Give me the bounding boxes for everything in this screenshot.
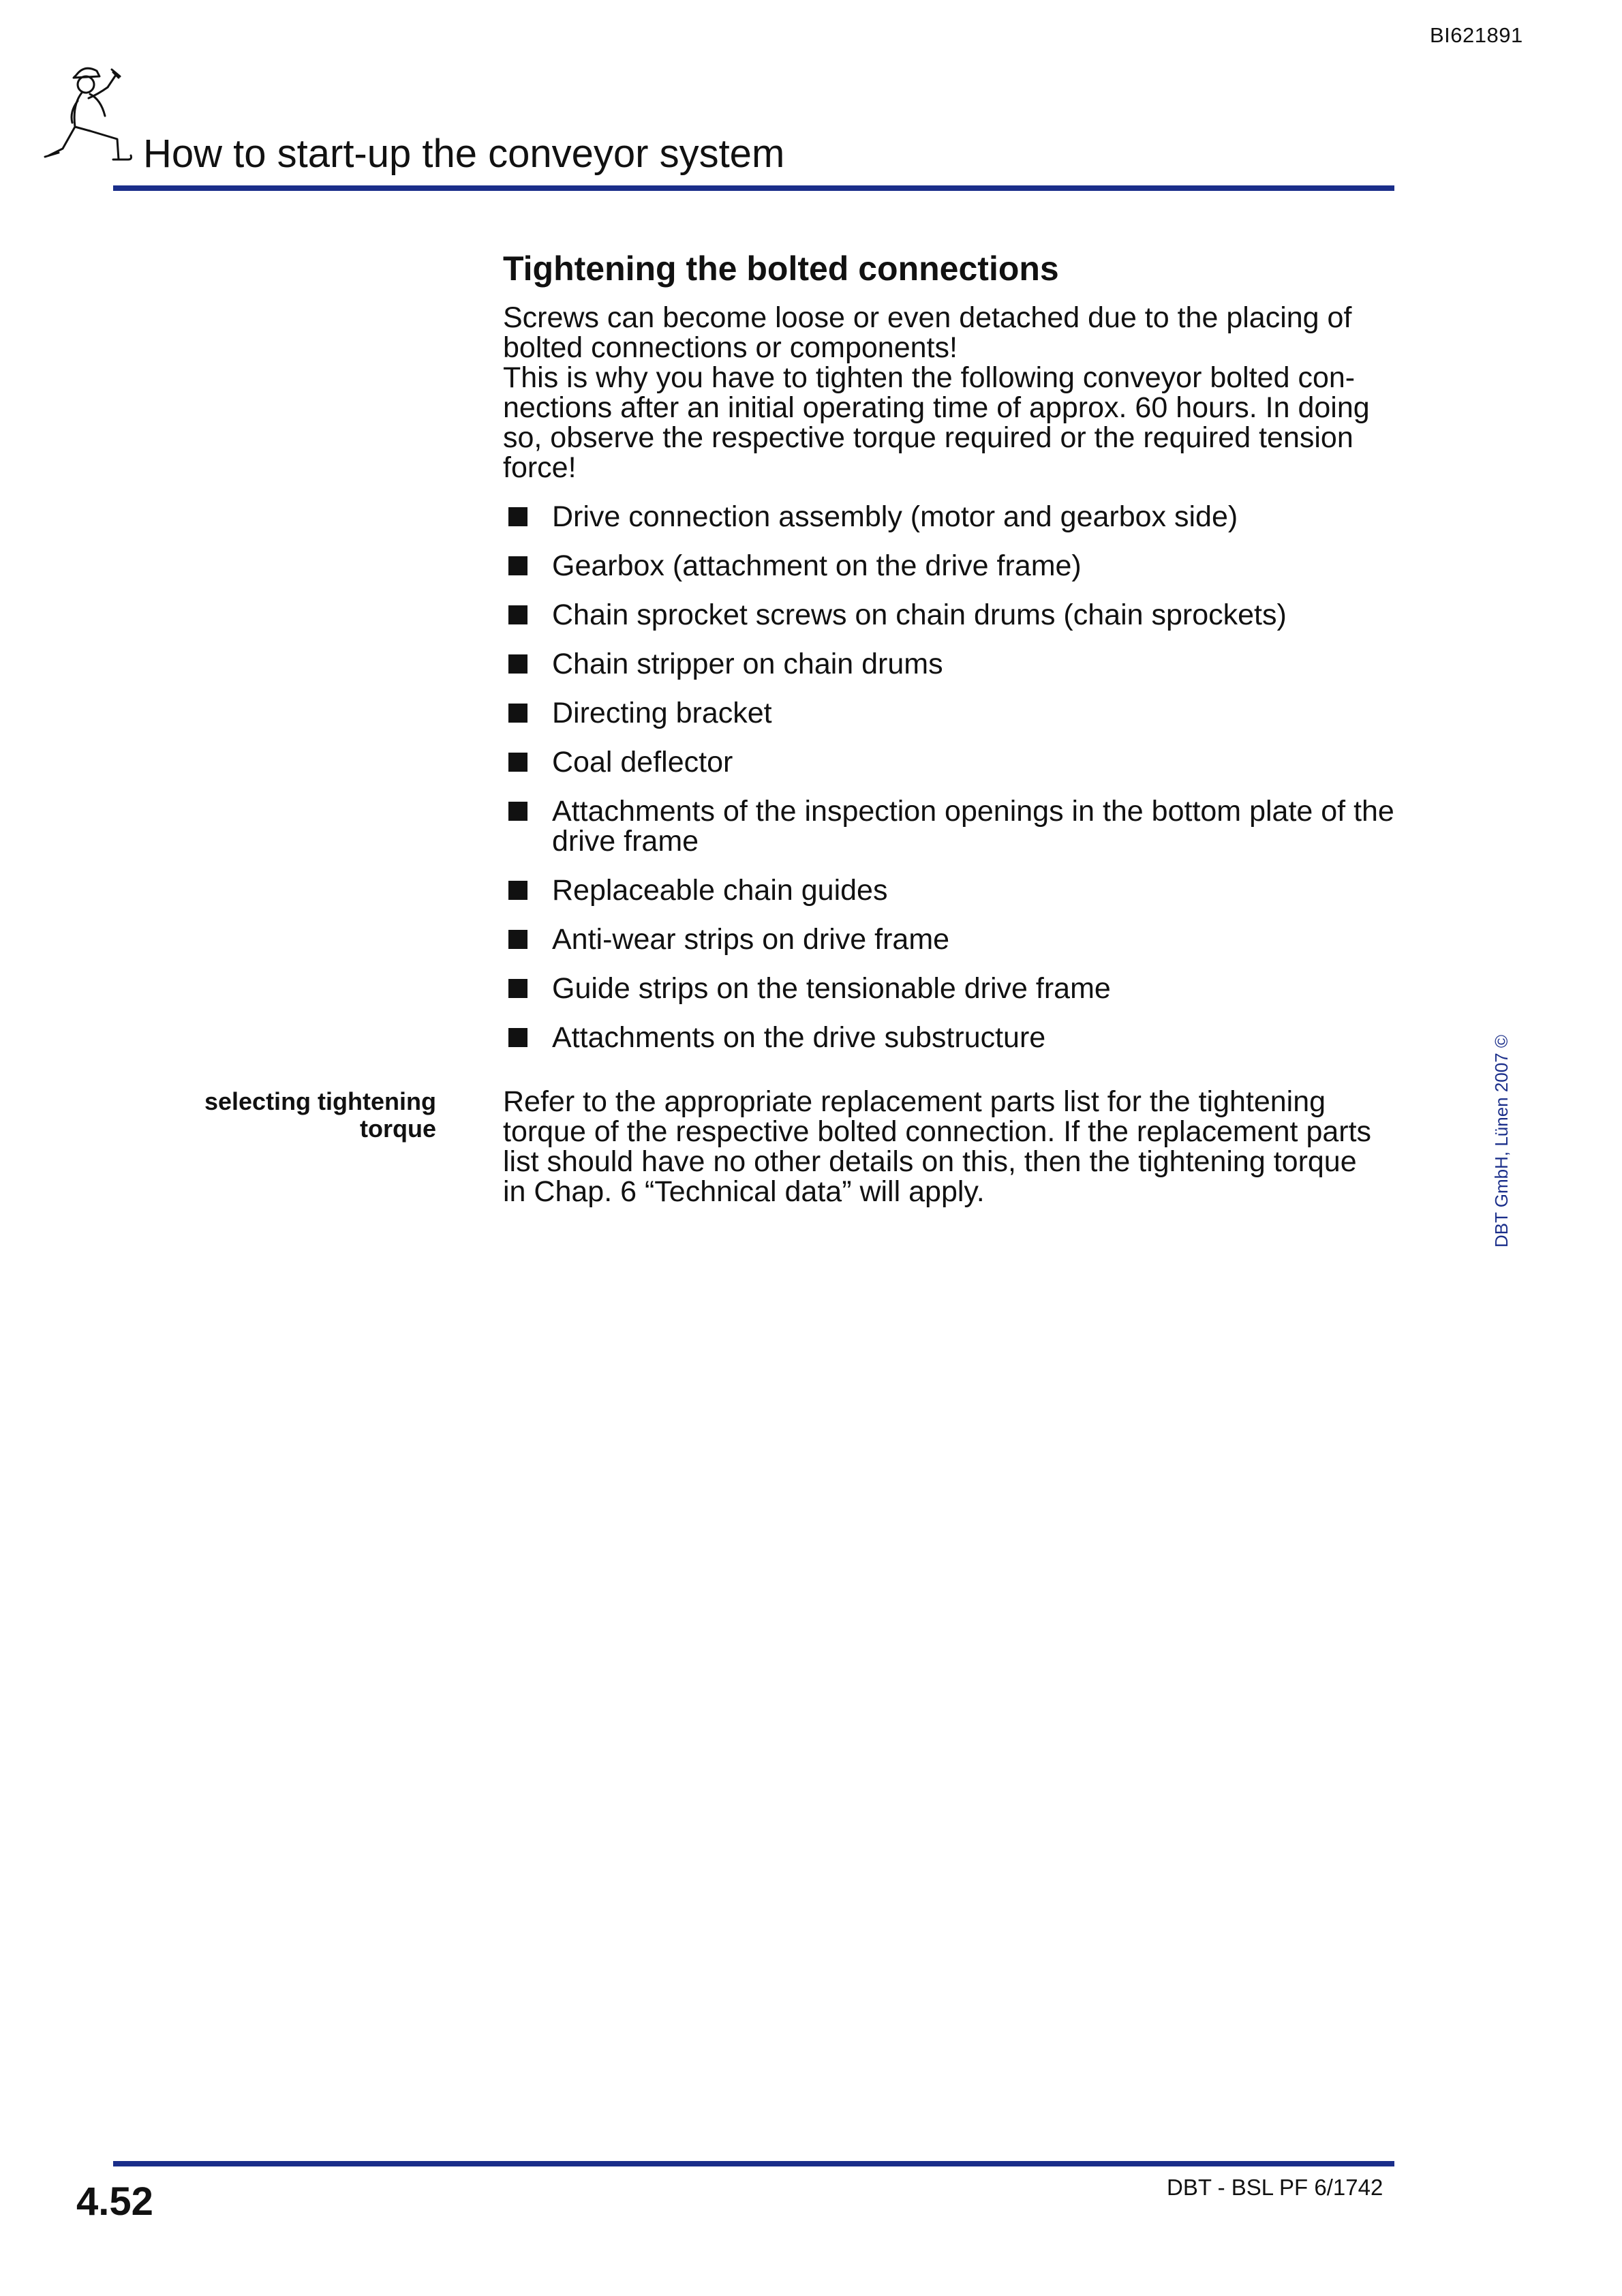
intro-line: so, observe the respective torque required or the required tension (503, 421, 1353, 454)
square-bullet-icon (508, 881, 527, 900)
intro-line: bolted connections or components! (503, 331, 958, 364)
list-item-text: Attachments of the inspection openings in the bottom plate of the drive frame (552, 795, 1394, 858)
document-reference: DBT - BSL PF 6/1742 (1167, 2175, 1383, 2200)
list-item-text: Directing bracket (552, 697, 772, 729)
square-bullet-icon (508, 979, 527, 998)
intro-line: force! (503, 451, 577, 484)
list-item (503, 747, 1403, 777)
list-item (503, 973, 1403, 1003)
worker-with-wrench-icon (42, 60, 138, 175)
main-content (503, 250, 1403, 1072)
footer-rule (113, 2161, 1394, 2166)
list-item (503, 649, 1403, 679)
header-rule (113, 185, 1394, 191)
margin-label-line: torque (360, 1115, 436, 1143)
list-item-text: Guide strips on the tensionable drive frame (552, 972, 1111, 1005)
torque-line: Refer to the appropriate replacement parts list for the tightening (503, 1085, 1326, 1118)
square-bullet-icon (508, 1028, 527, 1047)
square-bullet-icon (508, 654, 527, 674)
bolted-connections-list (503, 502, 1403, 1053)
list-item (503, 502, 1403, 532)
torque-paragraph (503, 1087, 1403, 1207)
list-item (503, 796, 1403, 856)
list-item (503, 600, 1403, 630)
square-bullet-icon (508, 930, 527, 949)
margin-label-line: selecting tightening (204, 1087, 436, 1115)
page-number: 4.52 (76, 2179, 153, 2224)
chapter-title: How to start-up the conveyor system (143, 132, 785, 176)
square-bullet-icon (508, 556, 527, 575)
intro-line: nections after an initial operating time of approx. 60 hours. In doing (503, 391, 1370, 424)
torque-line: torque of the respective bolted connection. If the replacement parts (503, 1115, 1372, 1148)
list-item (503, 1023, 1403, 1053)
square-bullet-icon (508, 802, 527, 821)
intro-paragraph (503, 303, 1403, 483)
list-item-text: Coal deflector (552, 746, 733, 779)
list-item-text: Attachments on the drive substructure (552, 1021, 1046, 1054)
list-item (503, 551, 1403, 581)
list-item-text: Chain stripper on chain drums (552, 648, 943, 680)
torque-line: in Chap. 6 “Technical data” will apply. (503, 1175, 985, 1208)
list-item-text: Drive connection assembly (motor and gearbox side) (552, 500, 1238, 533)
square-bullet-icon (508, 753, 527, 772)
list-item (503, 924, 1403, 954)
square-bullet-icon (508, 507, 527, 526)
square-bullet-icon (508, 704, 527, 723)
list-item-text: Replaceable chain guides (552, 874, 888, 907)
intro-line: This is why you have to tighten the following conveyor bolted con- (503, 361, 1356, 394)
list-item (503, 875, 1403, 905)
copyright-notice: DBT GmbH, Lünen 2007 © (1491, 1034, 1512, 1248)
list-item-text: Anti-wear strips on drive frame (552, 923, 950, 956)
list-item-text: Gearbox (attachment on the drive frame) (552, 549, 1082, 582)
margin-label-selecting-torque (170, 1088, 436, 1143)
list-item-text: Chain sprocket screws on chain drums (chain sprockets) (552, 599, 1287, 631)
square-bullet-icon (508, 605, 527, 624)
torque-line: list should have no other details on this, then the tightening torque (503, 1145, 1357, 1178)
intro-line: Screws can become loose or even detached due to the placing of (503, 301, 1352, 334)
list-item (503, 698, 1403, 728)
section-heading: Tightening the bolted connections (503, 250, 1059, 288)
document-code: BI621891 (1430, 23, 1523, 47)
